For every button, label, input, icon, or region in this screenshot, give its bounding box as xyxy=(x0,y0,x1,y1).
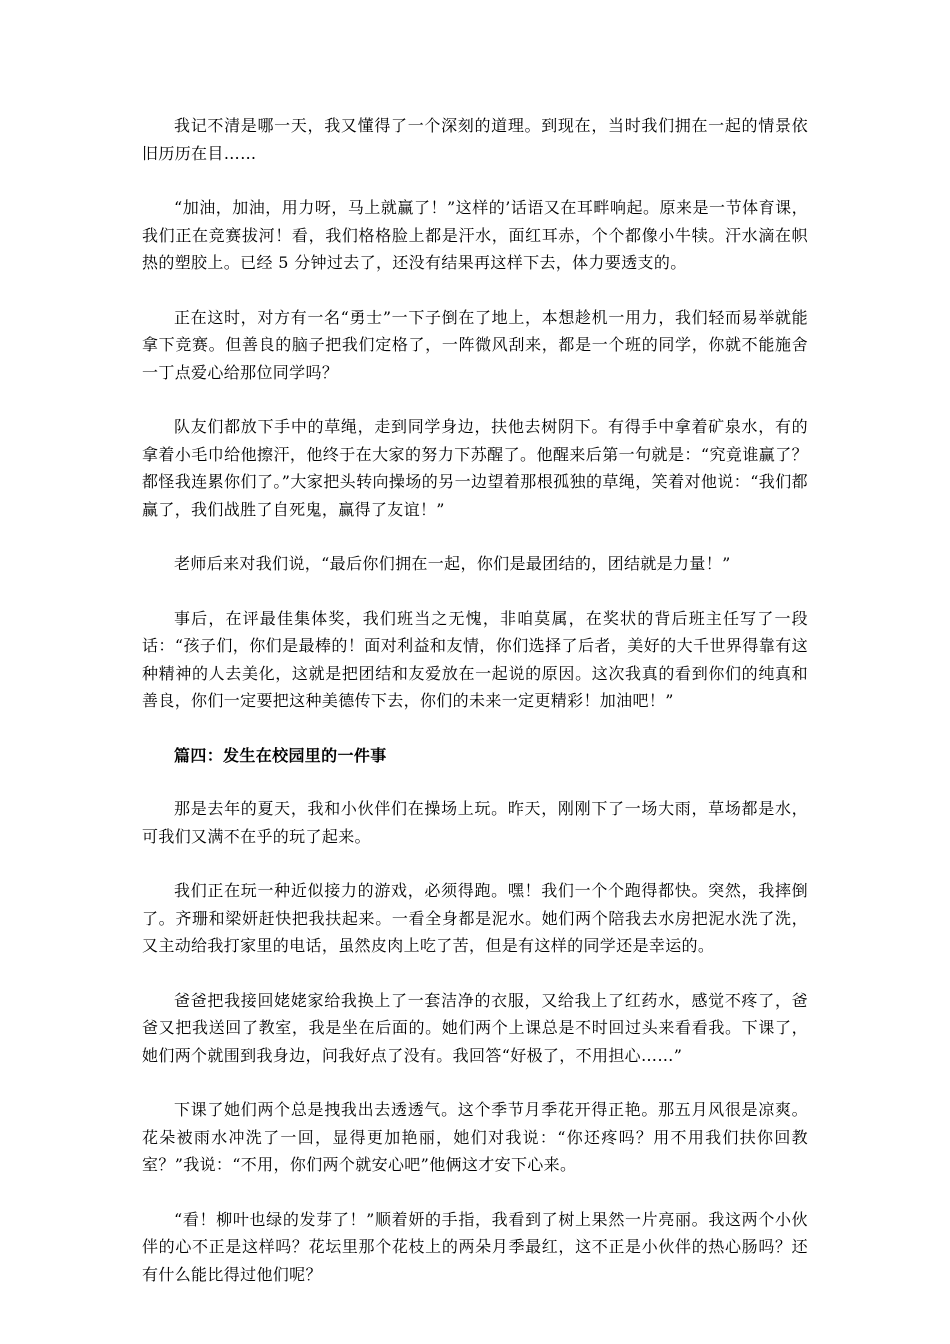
paragraph-4: 队友们都放下手中的草绳，走到同学身边，扶他去树阴下。有得手中拿着矿泉水，有的拿着小毛巾给他擦汗，他终于在大家的努力下苏醒了。他醒来后第一句就是：“究竟谁赢了？都怪我连累你们了。”大家把头转向操场的另一边望着那根孤独的草绳，笑着对他说：“我们都赢了，我们战胜了自死鬼，赢得了友谊！” xyxy=(142,417,808,519)
paragraph-5: 老师后来对我们说，“最后你们拥在一起，你们是最团结的，团结就是力量！” xyxy=(174,554,731,573)
paragraph-8: 我们正在玩一种近似接力的游戏，必须得跑。嘿！我们一个个跑得都快。突然，我摔倒了。齐珊和梁妍赶快把我扶起来。一看全身都是泥水。她们两个陪我去水房把泥水洗了洗，又主动给我打家里的电话，虽然皮肉上吃了苦，但是有这样的同学还是幸运的。 xyxy=(142,881,808,955)
paragraph-9: 爸爸把我接回姥姥家给我换上了一套洁净的衣服，又给我上了红药水，感觉不疼了，爸爸又把我送回了教室，我是坐在后面的。她们两个上课总是不时回过头来看看我。下课了，她们两个就围到我身边，问我好点了没有。我回答“好极了，不用担心……” xyxy=(142,990,808,1065)
paragraph-2: “加油，加油，用力呀，马上就赢了！”这样的’话语又在耳畔响起。原来是一节体育课，我们正在竞赛拔河！看，我们格格脸上都是汗水，面红耳赤，个个都像小牛犊。汗水滴在帜热的塑胶上。已经 5 分钟过去了，还没有结果再这样下去，体力要透支的。 xyxy=(142,198,808,272)
document-page xyxy=(142,112,808,1315)
paragraph-1: 我记不清是哪一天，我又懂得了一个深刻的道理。到现在，当时我们拥在一起的情景依旧历历在目…… xyxy=(142,116,808,163)
section-heading: 篇四：发生在校园里的一件事 xyxy=(174,745,387,765)
paragraph-3: 正在这时，对方有一名“勇士”一下子倒在了地上，本想趁机一用力，我们轻而易举就能拿下竞赛。但善良的脑子把我们定格了，一阵微风刮来，都是一个班的同学，你就不能施舍一丁点爱心给那位同学吗？ xyxy=(142,307,808,382)
paragraph-11: “看！柳叶也绿的发芽了！”顺着妍的手指，我看到了树上果然一片亮丽。我这两个小伙伴的心不正是这样吗？花坛里那个花枝上的两朵月季最红，这不正是小伙伴的热心肠吗？还有什么能比得过他们呢？ xyxy=(142,1209,808,1284)
paragraph-6: 事后，在评最佳集体奖，我们班当之无愧，非咱莫属，在奖状的背后班主任写了一段话：“孩子们，你们是最棒的！面对利益和友情，你们选择了后者，美好的大千世界得靠有这种精神的人去美化，这就是把团结和友爱放在一起说的原因。这次我真的看到你们的纯真和善良，你们一定要把这种美德传下去，你们的未来一定更精彩！加油吧！” xyxy=(142,608,808,710)
paragraph-7: 那是去年的夏天，我和小伙伴们在操场上玩。昨天，刚刚下了一场大雨，草场都是水，可我们又满不在乎的玩了起来。 xyxy=(142,799,808,846)
paragraph-10: 下课了她们两个总是拽我出去透透气。这个季节月季花开得正艳。那五月风很是凉爽。花朵被雨水冲洗了一回，显得更加艳丽，她们对我说：“你还疼吗？用不用我们扶你回教室？”我说：“不用，你们两个就安心吧”他俩这才安下心来。 xyxy=(142,1100,808,1174)
